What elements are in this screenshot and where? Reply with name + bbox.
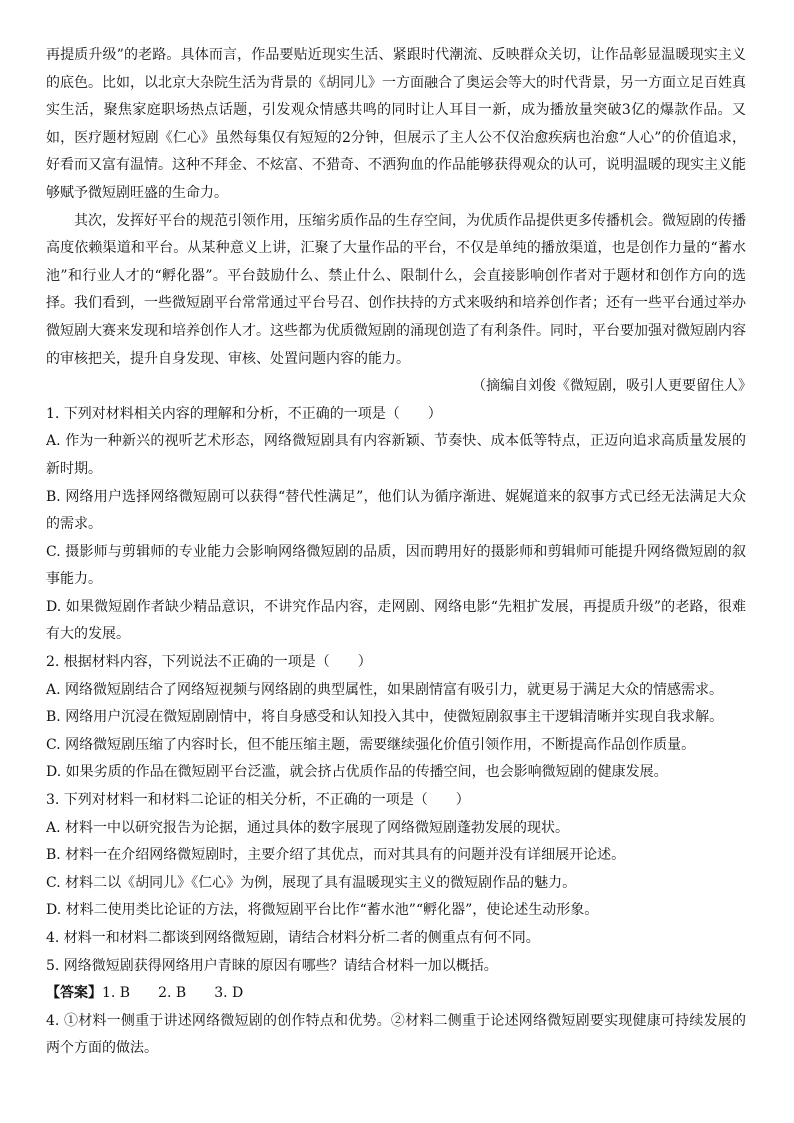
question-1-stem: 1. 下列对材料相关内容的理解和分析，不正确的一项是（ ） (46, 405, 442, 422)
question-1 (46, 401, 746, 649)
question-4: 4. 材料一和材料二都谈到网络微短剧，请结合材料分析二者的侧重点有何不同。 (46, 930, 540, 946)
passage-paragraph-1: 再提质升级”的老路。具体而言，作品要贴近现实生活、紧跟时代潮流、反映群众关切，让作品彰显温暖现实主义的底色。比如，以北京大杂院生活为背景的《胡同儿》一方面融合了奥运会等大的时代背景，另一方面立足百姓真实生活，聚焦家庭职场热点话题，引发观众情感共鸣的同时让人耳目一新，成为播放量突破3亿的爆款作品。又如，医疗题材短剧《仁心》虽然每集仅有短短的2分钟，但展示了主人公不仅治愈疾病也治愈“人心”的价值追求，好看而又富有温情。这种不拜金、不炫富、不猎奇、不洒狗血的作品能够获得观众的认可，说明温暖的现实主义能够赋予微短剧旺盛的生命力。 (46, 47, 746, 201)
question-3 (46, 787, 746, 925)
question-3-stem: 3. 下列对材料一和材料二论证的相关分析，不正确的一项是（ ） (46, 792, 470, 809)
question-5: 5. 网络微短剧获得网络用户青睐的原因有哪些？请结合材料一加以概括。 (46, 957, 498, 974)
answer-label: 【答案】 (46, 985, 102, 1002)
question-3-option-a: A. 材料一中以研究报告为论据，通过具体的数字展现了网络微短剧蓬勃发展的现状。 (46, 819, 570, 836)
question-2-stem: 2. 根据材料内容，下列说法不正确的一项是（ ） (46, 654, 372, 671)
question-2-option-b: B. 网络用户沉浸在微短剧剧情中，将自身感受和认知投入其中，使微短剧叙事主干逻辑清晰并实现自我求解。 (46, 709, 724, 726)
answer-4: 4. ①材料一侧重于讲述网络微短剧的创作特点和优势。②材料二侧重于论述网络微短剧要实现健康可持续发展的两个方面的做法。 (46, 1012, 746, 1057)
question-2 (46, 649, 746, 787)
question-3-option-d: D. 材料二使用类比论证的方法，将微短剧平台比作“蓄水池”“孵化器”，使论述生动形象。 (46, 902, 599, 919)
question-1-option-b: B. 网络用户选择网络微短剧可以获得“替代性满足”，他们认为循序渐进、娓娓道来的叙事方式已经无法满足大众的需求。 (46, 488, 746, 533)
question-2-option-a: A. 网络微短剧结合了网络短视频与网络剧的典型属性，如果剧情富有吸引力，就更易于满足大众的情感需求。 (46, 681, 724, 698)
question-2-option-d: D. 如果劣质的作品在微短剧平台泛滥，就会挤占优质作品的传播空间，也会影响微短剧的健康发展。 (46, 764, 668, 781)
passage-paragraph-2: 其次，发挥好平台的规范引领作用，压缩劣质作品的生存空间，为优质作品提供更多传播机会。微短剧的传播高度依赖渠道和平台。从某种意义上讲，汇聚了大量作品的平台，不仅是单纯的播放渠道，也是创作力量的“蓄水池”和行业人才的“孵化器”。平台鼓励什么、禁止什么、限制什么，会直接影响创作者对于题材和创作方向的选择。我们看到，一些微短剧平台常常通过平台号召、创作扶持的方式来吸纳和培养创作者；还有一些平台通过举办微短剧大赛来发现和培养创作人才。这些都为优质微短剧的涌现创造了有利条件。同时，平台要加强对微短剧内容的审核把关，提升自身发现、审核、处置问题内容的能力。 (46, 212, 746, 367)
question-3-option-c: C. 材料二以《胡同儿》《仁心》为例，展现了具有温暖现实主义的微短剧作品的魅力。 (46, 874, 577, 891)
answer-line (46, 980, 746, 1008)
question-2-option-c: C. 网络微短剧压缩了内容时长，但不能压缩主题，需要继续强化价值引领作用，不断提高作品创作质量。 (46, 736, 696, 753)
answer-values: 1. B 2. B 3. D (102, 985, 244, 1002)
question-3-option-b: B. 材料一在介绍网络微短剧时，主要介绍了其优点，而对其具有的问题并没有详细展开论述。 (46, 847, 626, 864)
passage-source: （摘编自刘俊《微短剧，吸引人更要留住人》 (472, 378, 752, 395)
question-1-option-c: C. 摄影师与剪辑师的专业能力会影响网络微短剧的品质，因而聘用好的摄影师和剪辑师可能提升网络微短剧的叙事能力。 (46, 543, 746, 588)
question-1-option-d: D. 如果微短剧作者缺少精品意识，不讲究作品内容，走网剧、网络电影“先粗扩发展，再提质升级”的老路，很难有大的发展。 (46, 598, 746, 643)
document-page (46, 42, 752, 1063)
question-1-option-a: A. 作为一种新兴的视听艺术形态，网络微短剧具有内容新颖、节奏快、成本低等特点，正迈向追求高质量发展的新时期。 (46, 433, 746, 477)
